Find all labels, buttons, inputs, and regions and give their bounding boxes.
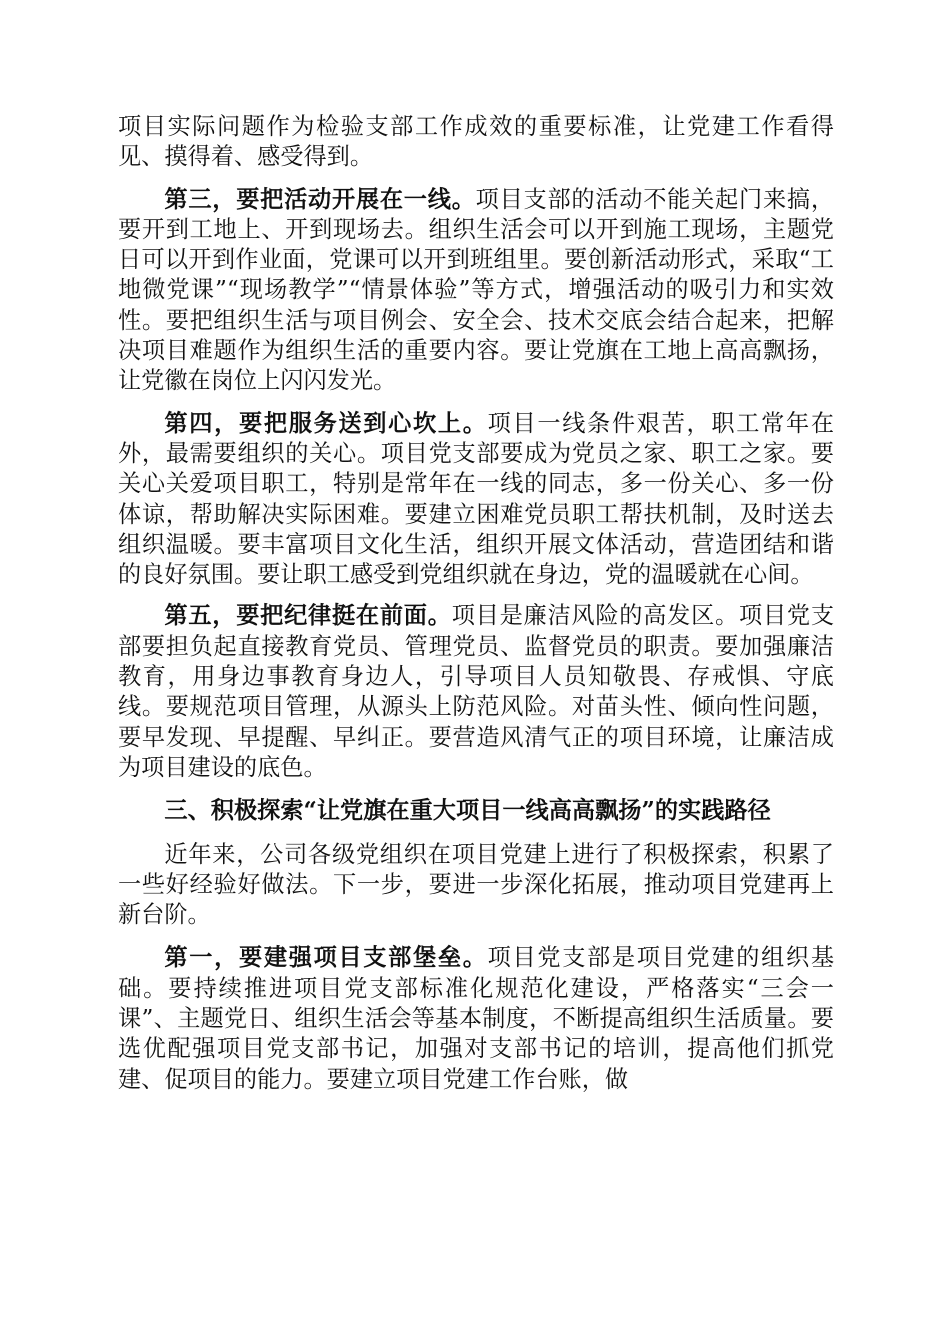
paragraph-body: 项目支部的活动不能关起门来搞，要开到工地上、开到现场去。组织生活会可以开到施工现场，主题党日可以开到作业面，党课可以开到班组里。要创新活动形式，采取“工地微党课”“现场教学”“情景体验”等方式，增强活动的吸引力和实效性。要把组织生活与项目例会、安全会、技术交底会结合起来，把解决项目难题作为组织生活的重要内容。要让党旗在工地上高高飘扬，让党徽在岗位上闪闪发光。 [118,185,835,395]
paragraph-intro [118,840,834,931]
paragraph-body: 项目党支部是项目党建的组织基础。要持续推进项目党支部标准化规范化建设，严格落实“三会一课”、主题党日、组织生活会等基本制度，不断提高组织生活质量。要选优配强项目党支部书记，加强对支部书记的培训，提高他们抓党建、促项目的能力。要建立项目党建工作台账，做 [118,944,835,1093]
paragraph-body: 项目是廉洁风险的高发区。项目党支部要担负起直接教育党员、管理党员、监督党员的职责。要加强廉洁教育，用身边事教育身边人，引导项目人员知敬畏、存戒惧、守底线。要规范项目管理，从源头上防范风险。对苗头性、倾向性问题，要早发现、早提醒、早纠正。要营造风清气正的项目环境，让廉洁成为项目建设的底色。 [118,602,835,781]
paragraph-third-activities [118,185,834,397]
section-heading-text: 三、积极探索“让党旗在重大项目一线高高飘扬”的实践路径 [164,797,771,825]
paragraph-body: 近年来，公司各级党组织在项目党建上进行了积极探索，积累了一些好经验好做法。下一步，要进一步深化拓展，推动项目党建再上新台阶。 [118,840,834,929]
paragraph-lead: 第一，要建强项目支部堡垒。 [164,944,488,972]
paragraph-fifth-discipline [118,601,834,783]
paragraph-lead: 第四，要把服务送到心坎上。 [164,409,488,437]
paragraph-body: 项目一线条件艰苦，职工常年在外，最需要组织的关心。项目党支部要成为党员之家、职工之家。要关心关爱项目职工，特别是常年在一线的同志，多一份关心、多一份体谅，帮助解决实际困难。要建立困难党员职工帮扶机制，及时送去组织温暖。要丰富项目文化生活，组织开展文体活动，营造团结和谐的良好氛围。要让职工感受到党组织就在身边，党的温暖就在心间。 [118,409,835,589]
paragraph-first-branch [118,943,834,1094]
paragraph-lead: 第五，要把纪律挺在前面。 [164,602,452,630]
paragraph-lead: 第三，要把活动开展在一线。 [164,185,476,213]
paragraph-continuation [118,112,834,173]
document-page [118,112,834,1095]
paragraph-body: 项目实际问题作为检验支部工作成效的重要标准，让党建工作看得见、摸得着、感受得到。 [118,113,834,171]
section-heading [118,796,834,826]
paragraph-fourth-service [118,409,834,591]
